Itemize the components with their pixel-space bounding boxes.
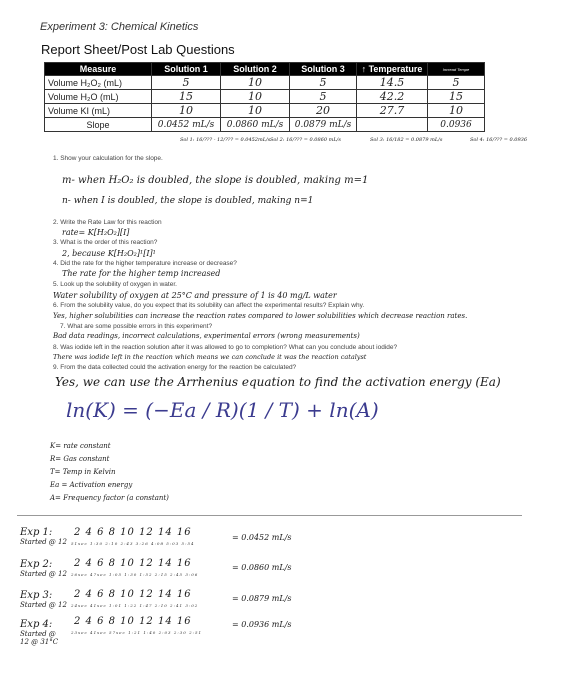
slope-calc: Sol 2: 16/??? = 0.0860 mL/s — [270, 137, 341, 143]
table-cell — [357, 118, 428, 132]
question-4: 4. Did the rate for the higher temperature increase or decrease? — [53, 260, 237, 267]
table-cell: 10 — [152, 104, 221, 118]
question-3: 3. What is the order of this reaction? — [53, 239, 158, 246]
question-5: 5. Look up the solubility of oxygen in water. — [53, 281, 177, 288]
divider — [17, 515, 522, 516]
table-cell: 0.0879 mL/s — [290, 118, 357, 132]
experiment-note — [20, 591, 67, 609]
experiment-start: Started @ 12 — [20, 538, 67, 546]
table-header-cell: Measure — [45, 63, 152, 76]
experiment-label: Exp 4: — [20, 619, 53, 630]
table-cell: 15 — [152, 90, 221, 104]
question-9: 9. From the data collected could the activation energy for the reaction be calculated? — [53, 364, 297, 371]
table-cell-measure: Volume H₂O (mL) — [45, 90, 152, 104]
table-cell: 27.7 — [357, 104, 428, 118]
question-8: 8. Was iodide left in the reaction solution after it was allowed to go to completion? What can you conclude about iodide? — [53, 344, 398, 351]
table-cell-measure: Slope — [45, 118, 152, 132]
experiment-rate: = 0.0879 mL/s — [232, 594, 292, 603]
definition-item: K= rate constant — [50, 442, 111, 450]
arrhenius-equation: ln(K) = (−Ea / R)(1 / T) + ln(A) — [66, 398, 379, 422]
time-sequence: 26sec 47sec 1:05 1:30 1:52 2:15 2:45 3:06 — [71, 572, 199, 577]
definition-item: T= Temp in Kelvin — [50, 468, 116, 476]
experiment-note — [20, 560, 67, 578]
question-7: 7. What are some possible errors in this experiment? — [60, 323, 213, 330]
answer-1a: m- when H₂O₂ is doubled, the slope is doubled, making m=1 — [62, 175, 369, 186]
table-cell: 20 — [290, 104, 357, 118]
experiment-label: Exp 2: — [20, 559, 53, 570]
data-table — [44, 62, 485, 132]
table-cell: 10 — [221, 104, 290, 118]
definition-item: R= Gas constant — [50, 455, 110, 463]
table-row — [45, 104, 485, 118]
answer-8: There was iodide left in the reaction which means we can conclude it was the reaction catalyst — [53, 353, 367, 361]
table-row — [45, 118, 485, 132]
table-cell: 10 — [428, 104, 485, 118]
volume-sequence: 2 4 6 8 10 12 14 16 — [74, 589, 192, 600]
table-cell: 5 — [428, 76, 485, 90]
time-sequence: 51sec 1:30 2:10 2:43 3:26 4:08 5:03 5:54 — [71, 541, 195, 546]
table-cell: 0.0936 — [428, 118, 485, 132]
answer-6: Yes, higher solubilities can increase the reaction rates compared to lower solubilities which decrease reaction rates. — [53, 312, 468, 320]
experiment-start: Started @ 12 — [20, 570, 67, 578]
time-sequence: 24sec 41sec 1:01 1:22 1:47 2:10 2:41 3:02 — [71, 603, 199, 608]
volume-sequence: 2 4 6 8 10 12 14 16 — [74, 616, 192, 627]
sheet-title: Report Sheet/Post Lab Questions — [41, 42, 235, 57]
definition-item: Ea = Activation energy — [50, 481, 133, 489]
experiment-note — [20, 620, 66, 646]
volume-sequence: 2 4 6 8 10 12 14 16 — [74, 558, 192, 569]
question-6: 6. From the solubility value, do you expect that its solubility can affect the experimental results? Explain why. — [53, 302, 365, 309]
time-sequence: 23sec 41sec 57sec 1:21 1:40 2:03 2:30 2:51 — [71, 630, 203, 635]
definition-item: A= Frequency factor (a constant) — [50, 494, 169, 502]
table-header-cell: Solution 3 — [290, 63, 357, 76]
table-cell: 5 — [290, 90, 357, 104]
question-1: 1. Show your calculation for the slope. — [53, 155, 163, 162]
answer-3: 2, because K[H₂O₂]¹[I]¹ — [62, 249, 156, 258]
table-cell: 5 — [152, 76, 221, 90]
experiment-rate: = 0.0452 mL/s — [232, 533, 292, 542]
question-2: 2. Write the Rate Law for this reaction — [53, 219, 162, 226]
table-cell: 42.2 — [357, 90, 428, 104]
slope-calc: Sol 1: 16/??? - 12/??? = 0.0452mL/s — [180, 137, 271, 143]
table-cell: 15 — [428, 90, 485, 104]
table-header-row — [45, 63, 485, 76]
slope-calc: Sol 3: 16/182 = 0.0879 mL/s — [370, 137, 443, 143]
table-cell-measure: Volume H₂O₂ (mL) — [45, 76, 152, 90]
answer-2: rate= K[H₂O₂][I] — [62, 228, 130, 237]
table-row — [45, 90, 485, 104]
table-cell-measure: Volume KI (mL) — [45, 104, 152, 118]
experiment-title: Experiment 3: Chemical Kinetics — [40, 21, 199, 33]
experiment-rate: = 0.0860 mL/s — [232, 563, 292, 572]
experiment-note — [20, 528, 67, 546]
table-cell: 5 — [290, 76, 357, 90]
table-cell: 10 — [221, 76, 290, 90]
experiment-label: Exp 3: — [20, 590, 53, 601]
definitions-list — [50, 440, 169, 505]
experiment-start: Started @ 12 — [20, 601, 67, 609]
answer-7: Bad data readings, incorrect calculations, experimental errors (wrong measurements) — [53, 332, 360, 340]
table-cell: 0.0452 mL/s — [152, 118, 221, 132]
volume-sequence: 2 4 6 8 10 12 14 16 — [74, 527, 192, 538]
table-cell: 10 — [221, 90, 290, 104]
table-header-cell: Incread Tempe — [428, 63, 485, 76]
slope-calc: Sol 4: 16/??? = 0.0936 — [470, 137, 528, 143]
experiment-rate: = 0.0936 mL/s — [232, 620, 292, 629]
experiment-start: Started @ 12 @ 31°C — [20, 630, 59, 646]
table-cell: 14.5 — [357, 76, 428, 90]
table-header-cell: Solution 1 — [152, 63, 221, 76]
table-header-cell: ↑ Temperature — [357, 63, 428, 76]
table-header-cell: Solution 2 — [221, 63, 290, 76]
table-row — [45, 76, 485, 90]
answer-9: Yes, we can use the Arrhenius equation to find the activation energy (Ea) — [55, 375, 501, 389]
experiment-label: Exp 1: — [20, 527, 53, 538]
answer-5: Water solubility of oxygen at 25°C and pressure of 1 is 40 mg/L water — [53, 291, 337, 300]
answer-1b: n- when I is doubled, the slope is doubled, making n=1 — [62, 196, 314, 206]
table-cell: 0.0860 mL/s — [221, 118, 290, 132]
answer-4: The rate for the higher temp increased — [62, 269, 221, 278]
